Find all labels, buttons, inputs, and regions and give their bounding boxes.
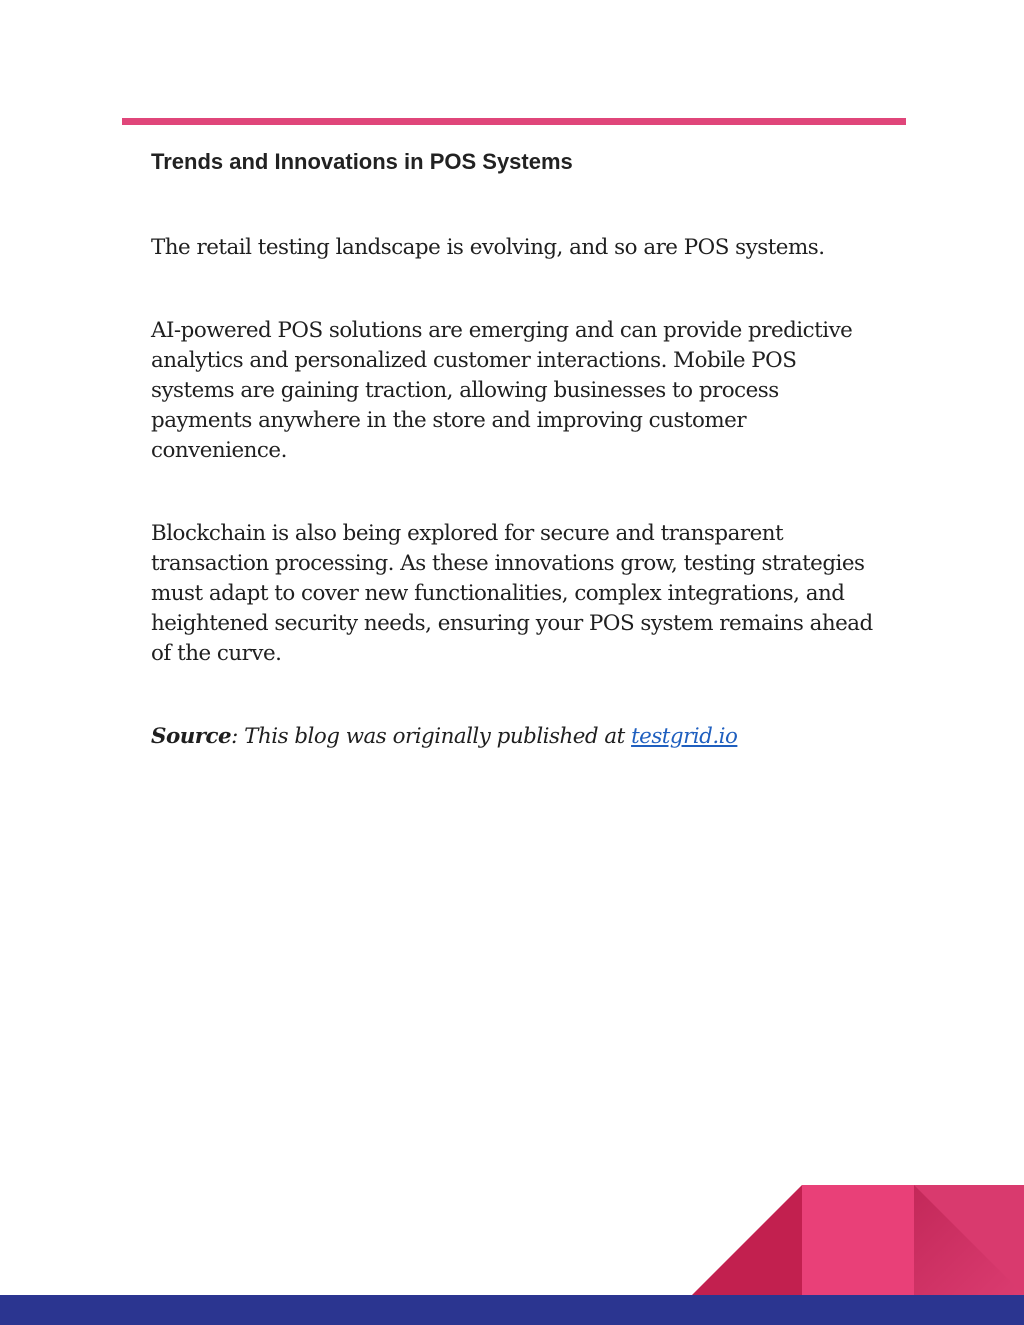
footer-navy-band <box>0 1295 1024 1325</box>
footer-triangle-magenta <box>692 1185 802 1295</box>
source-label: Source <box>151 724 232 749</box>
paragraph-intro: The retail testing landscape is evolving, and so are POS systems. <box>151 235 825 260</box>
footer-decoration <box>0 1185 1024 1325</box>
source-line <box>151 722 881 752</box>
footer-block-pink <box>802 1185 914 1295</box>
paragraph-blockchain: Blockchain is also being explored for secure and transparent transaction processing. As these innovations grow, testing strategies must adapt to cover new functionalities, complex integrations, and heightened security needs, ensuring your POS system remains ahead of the curve. <box>151 521 873 666</box>
section-heading: Trends and Innovations in POS Systems <box>151 149 573 174</box>
document-body <box>151 147 881 752</box>
paragraph-ai-mobile: AI-powered POS solutions are emerging and can provide predictive analytics and personalized customer interactions. Mobile POS systems are gaining traction, allowing businesses to process payments anywhere in the store and improving customer convenience. <box>151 318 853 463</box>
source-link[interactable]: testgrid.io <box>631 724 738 749</box>
top-accent-rule <box>122 118 906 125</box>
source-text: : This blog was originally published at <box>231 724 632 749</box>
